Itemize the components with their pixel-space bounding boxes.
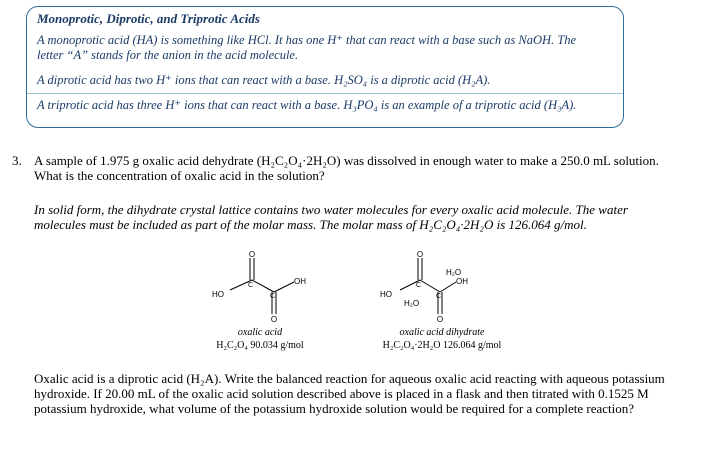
monoprotic-line-2: letter “A” stands for the anion in the acid molecule.	[37, 48, 299, 62]
question-line-1: A sample of 1.975 g oxalic acid dehydrate (H₂C₂O₄·2H₂O) was dissolved in enough water to make a 250.0 mL solution.	[34, 153, 659, 168]
hydroxyl-label-left: HO	[380, 290, 392, 299]
titration-line-3: potassium hydroxide, what volume of the potassium hydroxide solution would be required for a complete reaction?	[34, 401, 635, 416]
question-text	[34, 153, 704, 183]
hydroxyl-label-left: HO	[212, 290, 224, 299]
hydroxyl-label-right: OH	[294, 277, 306, 286]
oxalic-acid-structure	[190, 250, 340, 328]
carbon-label-1: C	[248, 282, 254, 289]
question-number: 3.	[12, 153, 22, 168]
oxalic-acid-dihydrate-structure	[360, 250, 520, 328]
titration-question	[34, 371, 714, 416]
hint-line-1: In solid form, the dihydrate crystal lattice contains two water molecules for every oxalic acid molecule. The water	[34, 202, 628, 217]
acid-types-info-box	[26, 6, 624, 128]
carbon-label-2: C	[270, 293, 276, 300]
monoprotic-line-1: A monoprotic acid (HA) is something like HCl. It has one H⁺ that can react with a base such as NaOH. The	[37, 33, 577, 47]
titration-line-2: hydroxide. If 20.00 mL of the oxalic acid solution described above is placed in a flask and then titrated with 0.1525 M	[34, 386, 649, 401]
triprotic-text: A triprotic acid has three H⁺ ions that can react with a base. H₃PO₄ is an example of a triprotic acid (H₃A).	[37, 98, 577, 112]
box-title: Monoprotic, Diprotic, and Triprotic Acids	[37, 11, 260, 26]
carbon-label-1: C	[416, 282, 422, 289]
oxalic-acid-dihydrate-caption	[352, 326, 532, 352]
oxygen-label-bottom: O	[270, 315, 278, 324]
water-label-top: H₂O	[446, 268, 462, 277]
box-divider	[27, 93, 623, 94]
compound-formula: H₂C₂O₄·2H₂O 126.064 g/mol	[382, 340, 502, 351]
diprotic-text: A diprotic acid has two H⁺ ions that can react with a base. H₂SO₄ is a diprotic acid (H₂A).	[37, 73, 491, 87]
oxalic-acid-caption	[180, 326, 340, 352]
carbon-label-2: C	[436, 293, 442, 300]
compound-formula: H₂C₂O₄ 90.034 g/mol	[216, 340, 304, 351]
oxygen-label-top: O	[416, 250, 424, 259]
oxygen-label-bottom: O	[436, 315, 444, 324]
compound-name: oxalic acid dihydrate	[399, 327, 485, 338]
hint-line-2: molecules must be included as part of the molar mass. The molar mass of H₂C₂O₄·2H₂O is 126.064 g/mol.	[34, 217, 587, 232]
titration-line-1: Oxalic acid is a diprotic acid (H₂A). Write the balanced reaction for aqueous oxalic acid reacting with aqueous potassium	[34, 371, 665, 386]
oxygen-label-top: O	[248, 250, 256, 259]
question-line-2: What is the concentration of oxalic acid in the solution?	[34, 168, 325, 183]
dihydrate-hint	[34, 202, 694, 232]
water-label-bottom: H₂O	[404, 299, 420, 308]
hydroxyl-label-right: OH	[456, 277, 468, 286]
compound-name: oxalic acid	[237, 327, 283, 338]
